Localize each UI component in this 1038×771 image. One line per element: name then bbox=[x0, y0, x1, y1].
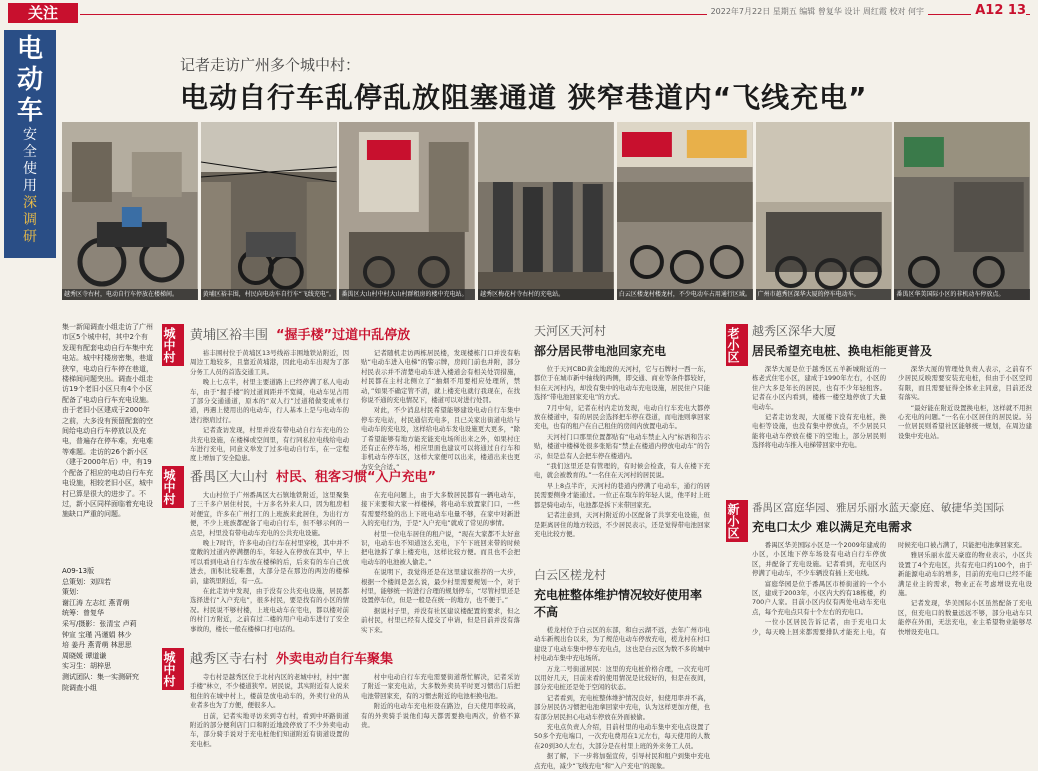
section-tag: 关注 bbox=[8, 3, 78, 23]
credit-line: 统筹：曾复华 bbox=[62, 609, 104, 618]
section-district: 黄埔区裕丰围 bbox=[190, 328, 269, 343]
section-title: 居民希望充电桩、换电柜能更普及 bbox=[752, 344, 933, 358]
category-tag-text: 新小区 bbox=[726, 503, 740, 539]
section-heading bbox=[752, 322, 1032, 359]
credit-line: 测试团队：集一实测研究 bbox=[62, 672, 139, 681]
section-body bbox=[190, 349, 520, 472]
section-title: “握手楼”过道中乱停放 bbox=[276, 328, 411, 343]
photo-5 bbox=[617, 122, 753, 300]
paragraph: 万龙二号街道居民：这里的充电桩价格合理，一次充电可以用好几天，目前来看的使用情况是比较好的，但是在夜间，部分充电桩还是处于空闲的状态。 bbox=[534, 664, 710, 692]
paragraph: 裕丰围村位于黄埔区13号线裕丰围地铁站附近，因周边工地较多，且靠近黄埔港，因此电动车出现为了部分务工人员的首选交通工具。 bbox=[190, 349, 349, 376]
paragraph: 在此走访中发现，由于没有公共充电设施，居民都选择进行“入户充电”，很多村民，要是找有的小区的情况。村民说不够村楼，上班电动车在宅电，都以楼对前的村门方附近，之前有过二楼的用户电动车进行了安全事故的，楼长一般在楼梯口打电话的。 bbox=[190, 587, 349, 633]
credit-line: 实习生：胡梓思 bbox=[62, 662, 111, 671]
credit-line: 培 姜丹 燕青萌 林思思 bbox=[62, 641, 132, 650]
banner-char: 车 bbox=[16, 96, 43, 126]
photo-caption: 番禺区大山村中村大山村群租房的楼中充电站。 bbox=[339, 289, 475, 300]
paragraph: 村中电动自行车充电需要街道帮忙解决，记者采访了附近一家充电站，大多数外卖员平时更习惯出门后把电池带回家充，有的习惯去附近的电池柜换电池。 bbox=[361, 673, 520, 700]
page-header bbox=[0, 0, 1038, 26]
banner-char: 动 bbox=[16, 65, 43, 95]
paragraph: 据了解，下一步将加强宣传，引导村民和租户到集中充电点充电，减少“飞线充电”和“入户充电”的现象。 bbox=[534, 752, 710, 770]
paragraph: 早上8点半许，天河村的巷道内停满了电动车，通行的居民需要侧身才能通过。一位正在取车的年轻人说，他平时上班都是骑电动车，电池都是拆下来带回家充。 bbox=[534, 481, 710, 509]
section-district: 天河区天河村 bbox=[534, 324, 607, 338]
photo-caption: 白云区楼龙村楼龙村，不少电动车占用通行区域。 bbox=[618, 291, 751, 298]
category-tag bbox=[162, 648, 184, 690]
photo-3 bbox=[339, 122, 475, 300]
paragraph: 寺右村是越秀区位于北村内区的老城中村，村中“握手楼”林立，不少楼道狭窄。居民说，其实附近有人说来租住的在城中村上，楼前是放电动车的，外卖行业的从业者多也为了方便，便很多人。 bbox=[190, 673, 349, 710]
paragraph: 深华大厦是位于越秀区五羊新城附近的一栋老式住宅小区，建成于1990年左右，小区的住户大多是年长的居民，也有不少年轻租客。记者在小区内看到，楼栋一楼空地停放了大量电动车。 bbox=[752, 365, 886, 411]
credit-line: 钟宣 宝瑾 冯谨娟 林少 bbox=[62, 630, 132, 639]
banner-sub-char: 全 bbox=[23, 144, 37, 160]
photo-image bbox=[756, 122, 892, 300]
category-tag-text: 老小区 bbox=[726, 327, 740, 363]
photo-caption: 越秀区寺右村，电动自行车停放在楼梯间。 bbox=[62, 289, 198, 300]
category-tag bbox=[162, 324, 184, 366]
section-title: 外卖电动自行车聚集 bbox=[276, 652, 394, 667]
banner-char: 电 bbox=[16, 34, 43, 64]
photo-caption: 越秀区梅花村寺右村的充电站。 bbox=[478, 289, 614, 300]
paragraph: 晚上7时许，许多电动自行车在村里穿梭，其中并不宽敞的过道内停满摆的车，年轻入在停放在其中，早上可以看到电动自行车放在楼梯的后，后来有的车自己放进去，面积比较难想，大部分是在那边的两边的楼梯前，建筑里附近，有一点。 bbox=[190, 539, 349, 585]
paragraph: 在说明下，我觉得还是在这里建议推荐的一大步，根据一个楼间是怎么说，最少村里需要规划一个，对于村里，能够统一的进行合理的规划停车，“尽管村里还是设置停车位，但是一般是在统一的地方，也不便于。” bbox=[361, 568, 520, 605]
section-heading bbox=[752, 500, 1032, 535]
credit-line: 采写/摄影：张清宝 卢莉 bbox=[62, 619, 137, 628]
intro-text: 集一新闻调查小组走访了广州市区5个城中村，其中2个有发现有配套电动自行车集中充电站。城中村楼房密集，巷道狭窄，电动自行车停在巷道，楼梯间问题突出。调查小组走访19个老旧小区只有4个小区配备了电动自行车充电设施。由于老旧小区建成于2000年之前，大多没有预留配套的空间给电动自行车停放以及充电，普遍存在停车难，充电难等难题。走访的26个新小区（建于2000年后）中，有19个配备了相应的电动自行车充电设施，相较老旧小区，城中村已算是很大的进步了。不过，新小区同样面临着充电设施缺口严重的问题。 bbox=[62, 323, 153, 519]
paragraph: 槎龙村位于白云区的东部，和白云湖不远，去年广州市电动车新规出台以来，为了规范电动车停放充电，槎龙村在村口建设了电动车集中停车充电点，这也是白云区为数不多的城中村电动车集中充电场所。 bbox=[534, 626, 710, 663]
section-district: 越秀区深华大厦 bbox=[752, 324, 837, 338]
banner-sub-char: 安 bbox=[23, 127, 37, 143]
section-district: 番禺区富庭华园、雅居乐丽水蓝天豪庭、敏捷华美国际 bbox=[752, 502, 1004, 514]
category-tag-text: 城中村 bbox=[162, 469, 176, 505]
photo-2 bbox=[201, 122, 337, 300]
category-tag bbox=[162, 466, 184, 508]
banner-accent-char: 研 bbox=[23, 229, 37, 245]
credit-line: A09-13版 bbox=[62, 567, 95, 575]
category-tag-text: 城中村 bbox=[162, 651, 176, 687]
dateline: 2022年7月22日 星期五 编辑 曾复华 设计 周红霞 校对 何宇 bbox=[707, 6, 928, 17]
section-body bbox=[752, 541, 1032, 638]
credit-line: 院调查小组 bbox=[62, 683, 97, 692]
section-title: 充电桩整体维护情况较好使用率不高 bbox=[534, 588, 703, 619]
paragraph: 在充电问题上，由于大多数居民都有一辆电动车，接下来要和大家一样楼梯，将电动车放置家门口，一些有需要经验的出上下班电动车电量不够，在家中对新进入的充电行为，于是“入户充电”就成了常见的事情。 bbox=[361, 491, 520, 528]
banner-sub-char: 用 bbox=[23, 178, 37, 194]
credit-line: 总策划：刘四若 bbox=[62, 577, 111, 586]
photo-caption: 黄埔区裕丰围，村民向电动车自行车“飞线充电”。 bbox=[202, 291, 335, 298]
paragraph: 雅居乐丽水蓝天豪庭的物业表示，小区共设置了4个充电区，共有充电口约100个，由于新能源电动车的增多，目前的充电口已经不能满足业主的需求，物业正在考虑增设充电设施。 bbox=[898, 551, 1032, 598]
credit-line: 谢江涛 左志红 燕青萌 bbox=[62, 598, 130, 607]
paragraph: 一位小区居民告诉记者，由于充电口太少，每天晚上回来都需要排队才能充上电，有时候充电口被占满了，只能把电池拿回家充。 bbox=[752, 541, 1026, 636]
paragraph: 记者随机走访两栋居民楼，发现楼栋门口并没有粘贴“电动车进入电梯”的警示牌，房间门前也并附，部分村民表示并不清楚电动车进入楼道会有相关处罚措施，村民都在主村北侧立了“抽烟不用要相应处理所，禁动，”如果不确定管不清，就上楼充电就行我现在，在找你说不通的充电情况下，楼道可以对进行处罚。 bbox=[361, 349, 520, 405]
section-body bbox=[190, 673, 520, 749]
photo-strip bbox=[62, 122, 1030, 300]
paragraph: 大山村位于广州番禺区大石镇地铁附近，这里聚集了三千多户居住村民，十万多名外来人口，因为租房相对便宜，许多在广州打工的上班族来此居住，为出行方便，不少上班族都配备了电动自行车，但不够示何的一点是，村里没有带电动车充电的公共充电设施。 bbox=[190, 491, 349, 537]
paragraph: 附近的电动车充电柜设在路边，白天使用率较高，有的外卖骑手说他们每天都需要换电两次，价格不算贵。 bbox=[361, 702, 520, 730]
paragraph: 位于天河CBD黄金地段的天河村，它与石牌村一西一东，都位于在城市新中轴线的两侧，即交通、商业等条件都较好，但在天河村内，却没有集中的电动车充电设施，居民住户只能选择“带电池回家充电”的方式。 bbox=[534, 365, 710, 402]
photo-image bbox=[62, 122, 198, 300]
category-tag bbox=[726, 324, 748, 366]
paragraph: 记者看到，充电桩整体维护情况良好，但使用率并不高，部分居民仍习惯把电池拿回家中充电，认为这样更加方便，也有部分居民担心电动车停放在外面被偷。 bbox=[534, 693, 710, 721]
photo-7 bbox=[894, 122, 1030, 300]
section-title: 部分居民带电池回家充电 bbox=[534, 344, 667, 358]
paragraph: 记者发现，华美国际小区虽然配备了充电区，但充电口的数量远远不够，部分电动车只能停在外面，无法充电，业主希望物业能够尽快增设充电口。 bbox=[898, 599, 1032, 636]
photo-1 bbox=[62, 122, 198, 300]
paragraph: 村里一位电车居住的租户说，“现在大家都不太好意识，电动车也不知道这么充电，下午下班回来带的时候把电池拆了拿上楼充电，这样比较方便。而且也不会把电动车的电池被人偷走。” bbox=[361, 529, 520, 566]
section-yufengwei bbox=[190, 324, 520, 471]
section-siyoucun bbox=[190, 648, 520, 746]
section-district: 番禺区大山村 bbox=[190, 470, 269, 485]
photo-caption: 广州市越秀区深华大厦的停车电动车。 bbox=[756, 289, 892, 300]
paragraph: 记者注意到，天河村附近的小区配备了共享充电设施，但是距离居住的地方较远，不少居民表示，还是觉得带电池回家充电比较方便。 bbox=[534, 511, 710, 538]
section-dashancun bbox=[190, 466, 520, 644]
section-body bbox=[752, 365, 1032, 451]
category-tag-text: 城中村 bbox=[162, 327, 176, 363]
photo-caption: 番禺区华美国际小区的非机动车停放点。 bbox=[894, 289, 1030, 300]
paragraph: “我们这里还是有管理的，有时候会检查，有人在楼下充电，就会被教育的。”一名住在天河村的居民说。 bbox=[534, 462, 710, 480]
section-panyu-new bbox=[752, 500, 1032, 746]
side-banner bbox=[4, 30, 56, 258]
banner-sub-char: 使 bbox=[23, 161, 37, 177]
credit-line: 周晓媛 谭道谦 bbox=[62, 651, 107, 660]
paragraph: 深华大厦的管理处负责人表示，之前有不少居民反映需要安装充电桩，但由于小区空间有限，而且需要征得全体业主同意，目前还没有落实。 bbox=[898, 365, 1032, 402]
section-body bbox=[534, 626, 710, 771]
photo-image bbox=[339, 122, 475, 300]
section-district: 白云区槎龙村 bbox=[534, 568, 607, 582]
credit-line: 策划： bbox=[62, 588, 83, 597]
section-heading bbox=[190, 648, 520, 667]
credits-block bbox=[62, 566, 154, 693]
section-district: 越秀区寺右村 bbox=[190, 652, 269, 667]
paragraph: 日前，记者实地寻访来到寺右村，看到中环路街道附近的部分便利店门口和附近地段停放了不少外卖电动车，部分骑手说对于充电桩他们知道附近有街道设置的充电柜。 bbox=[190, 711, 349, 748]
section-heading bbox=[534, 566, 710, 620]
section-heading bbox=[534, 322, 710, 359]
section-tianhecun bbox=[534, 322, 710, 558]
section-heading bbox=[190, 466, 520, 485]
paragraph: 对此，不少消息村民希望能够建设电动自行车集中停车充电站，村民通信充电多，且已关家出街道电给与电动车的充电及，这样给电动车发电设施更大更多，“除了希望能够有地方能充能充电场所出来之外，如果村庄还有正在停车场，相应里面也建议可以将通过自行车和非机动车停车区，这样大家便可以出来，楼道出来也更为安全合适。” bbox=[361, 406, 520, 471]
article-headline: 电动自行车乱停乱放阻塞通道 狭窄巷道内“飞线充电” bbox=[180, 81, 868, 114]
paragraph: 记者走访发现，大厦楼下没有充电桩，换电柜等设施，也没有集中停放点，不少居民只能将电动车停放在楼下的空地上，部分居民则选择将电动车推入电梯带回家中充电。 bbox=[752, 413, 886, 450]
banner-accent-char: 调 bbox=[23, 212, 37, 228]
photo-image bbox=[478, 122, 614, 300]
section-title: 村民、租客习惯“入户充电” bbox=[276, 470, 437, 485]
category-tag bbox=[726, 500, 748, 542]
paragraph: 记者查访发现，村里并没有带电动自行车充电的公共充电设施，在楼梯或空间里，有行同私拉电线给电动车进行充电，同意义举发了过多电动自行车，在一定程度上增加了安全隐患。 bbox=[190, 426, 349, 463]
photo-image bbox=[617, 122, 753, 300]
paragraph: 据说村子里，并没有社区建议楼配置的要求，但之前村民，村里已经有人提交了申请，但是目前并没有落实下来。 bbox=[361, 606, 520, 634]
paragraph: 7月中旬，记者在村内走访发现，电动自行车充电大都停放在楼道中，有的居民会选择把车停在巷道，而电池则拿回家充电，也有的租户在自己租住的房间内放置电动车。 bbox=[534, 403, 710, 431]
page-number: A12 13 bbox=[971, 3, 1026, 18]
section-title: 充电口太少 难以满足充电需求 bbox=[752, 520, 913, 534]
photo-4 bbox=[478, 122, 614, 300]
photo-image bbox=[894, 122, 1030, 300]
paragraph: 晚上七点半，村里主要道路上已经停满了私人电动车，由于“握手楼”的过道间距并不宽阔，电动车见占用了部分交通通道，原本的“双人行”过道稍做变成单行道，再遇上使用出的电动车，行人基本上是与电动车的进行擦肩过行。 bbox=[190, 378, 349, 424]
section-body bbox=[190, 491, 520, 636]
paragraph: 天河村门口那里位置都贴有“电动车禁止入内”标语和告示贴，楼道中楼梯处很多张贴有“禁止在楼道内停放电动车”的告示，但是总有人会把车停在楼道内。 bbox=[534, 432, 710, 460]
banner-accent-char: 深 bbox=[23, 195, 37, 211]
section-shenhua bbox=[752, 322, 1032, 494]
paragraph: 番禺区华美国际小区是一个2009年建成的小区，小区地下停车场设有电动自行车停放区，并配备了充电设施。记者看到，充电区内停满了电动车，不少车辆没有插上充电线。 bbox=[752, 541, 886, 578]
paragraph: 富庭华园是位于番禺区市桥街道的一个小区，建成于2003年，小区内大约有18栋楼，约700户人家。目前小区内仅有两处电动车充电点，每个充电点只有十个左右的充电口。 bbox=[752, 579, 886, 616]
photo-6 bbox=[756, 122, 892, 300]
paragraph: “最好能在附近设置换电柜，这样就不用担心充电的问题。”一名在小区居住的居民说。另一位居民则希望社区能够统一规划，在周边建设集中充电站。 bbox=[898, 403, 1032, 440]
section-chalongcun bbox=[534, 566, 710, 770]
section-body bbox=[534, 365, 710, 539]
paragraph: 充电点负责人介绍，目前村里的电动车集中充电点设置了50多个充电端口，一次充电费用在1元左右，每天使用的人数在20到30人左右，大部分是在村里上班的外来务工人员。 bbox=[534, 723, 710, 750]
section-heading bbox=[190, 324, 520, 343]
photo-image bbox=[201, 122, 337, 300]
article-kicker: 记者走访广州多个城中村： bbox=[180, 56, 361, 74]
